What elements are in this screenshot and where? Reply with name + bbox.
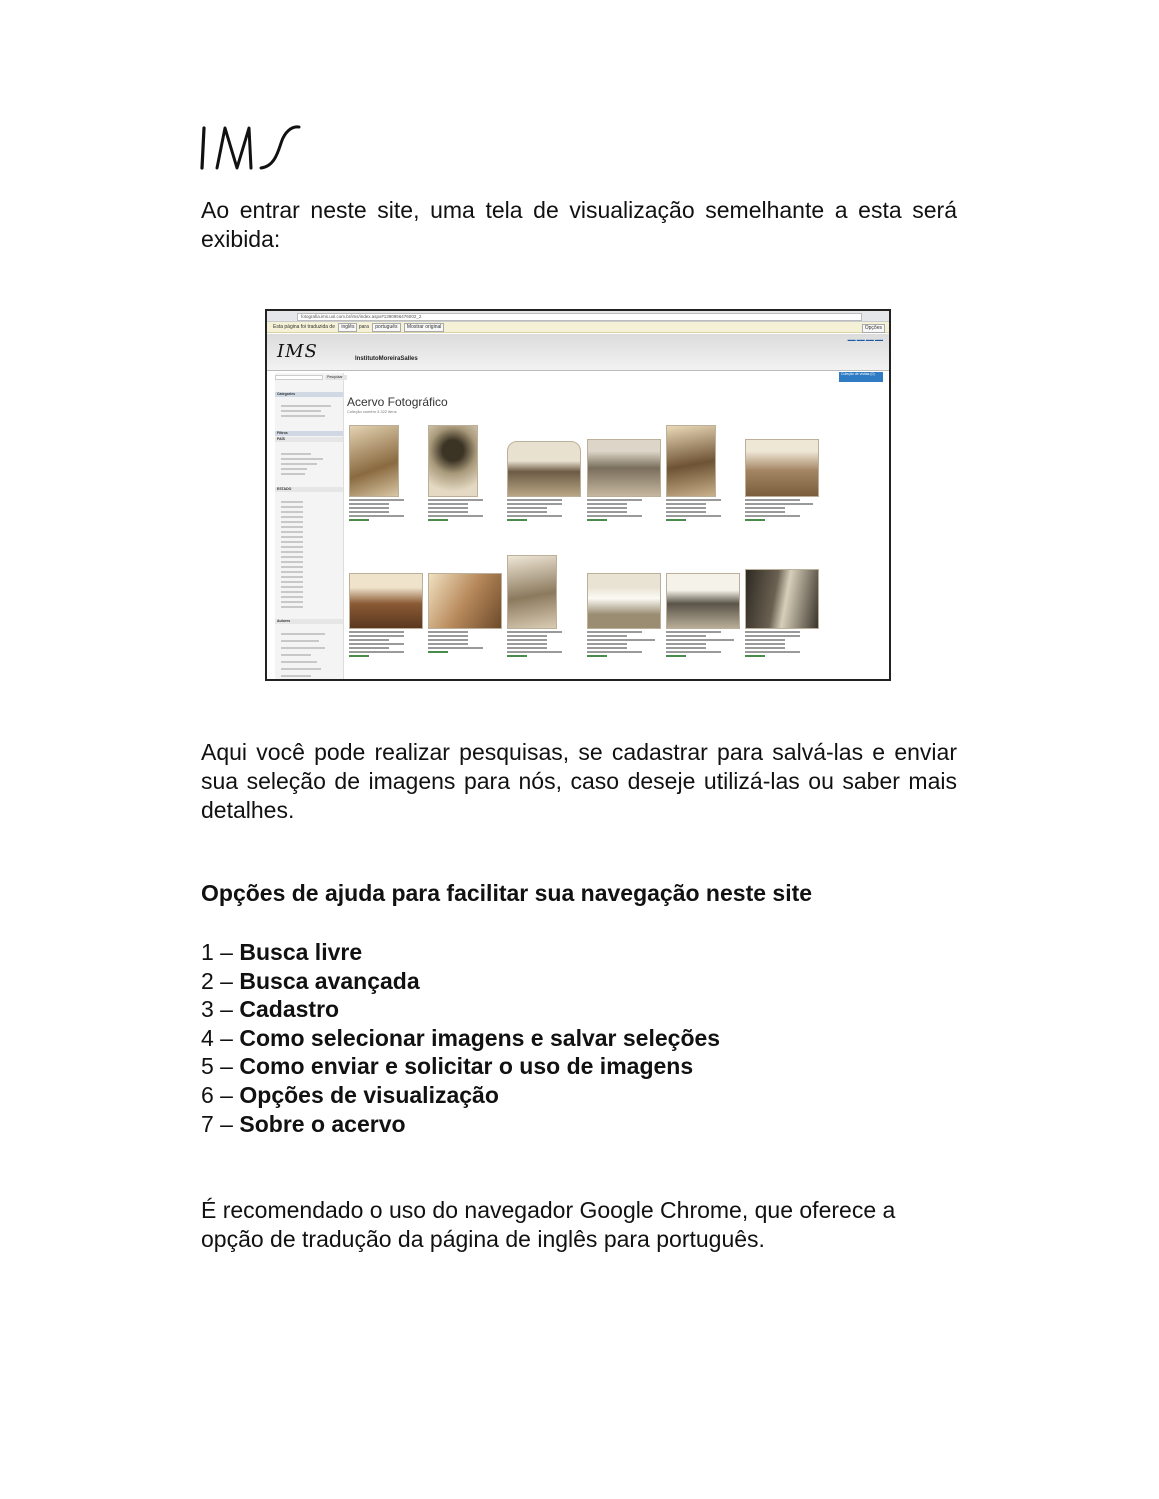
side-line xyxy=(281,601,303,603)
help-item xyxy=(201,1081,720,1110)
collection-title: Acervo Fotográfico xyxy=(347,395,448,409)
help-item-number: 2 – xyxy=(201,967,233,994)
photo-caption xyxy=(349,499,421,523)
side-line xyxy=(281,536,303,538)
photo-caption xyxy=(745,631,817,659)
help-heading: Opções de ajuda para facilitar sua navegação neste site xyxy=(201,880,813,906)
help-item xyxy=(201,938,720,967)
photo-thumbnail xyxy=(666,573,740,629)
side-line xyxy=(281,468,307,470)
side-line xyxy=(281,668,321,670)
side-line xyxy=(281,591,303,593)
site-header xyxy=(267,334,889,371)
photo-thumbnail xyxy=(349,573,423,629)
photo-thumbnail xyxy=(428,573,502,629)
side-line xyxy=(281,661,317,663)
photo-thumbnail xyxy=(507,441,581,497)
side-line xyxy=(281,526,303,528)
photo-caption xyxy=(507,499,579,523)
side-line xyxy=(281,458,323,460)
intro-paragraph: Ao entrar neste site, uma tela de visualização semelhante a esta será exibida: xyxy=(201,197,957,252)
translate-bar xyxy=(267,322,889,333)
side-line xyxy=(281,516,303,518)
side-line xyxy=(281,410,321,412)
side-section-authors: Autores xyxy=(275,619,343,624)
help-item-number: 5 – xyxy=(201,1053,233,1080)
options-button: Opções xyxy=(862,324,885,333)
photo-caption xyxy=(666,499,738,523)
photo-thumbnail xyxy=(587,439,661,497)
photo-thumbnail xyxy=(666,425,716,497)
institute-name: InstitutoMoreiraSalles xyxy=(355,356,418,362)
side-line xyxy=(281,675,311,677)
help-item-label: Opções de visualização xyxy=(239,1081,499,1108)
photo-caption xyxy=(666,631,738,659)
photo-caption xyxy=(507,631,579,659)
side-line xyxy=(281,561,303,563)
help-item-label: Sobre o acervo xyxy=(239,1110,406,1137)
help-item xyxy=(201,1052,720,1081)
collection-count: Coleção contém 3.322 itens xyxy=(347,409,397,414)
side-line xyxy=(281,473,305,475)
side-line xyxy=(281,506,303,508)
side-section-state: ESTADO xyxy=(275,487,343,492)
side-line xyxy=(281,633,325,635)
side-line xyxy=(281,511,303,513)
search-button: Pesquisar xyxy=(325,375,347,380)
side-section-filters: Filtros xyxy=(275,431,343,436)
help-item-number: 7 – xyxy=(201,1110,233,1137)
show-original-button: Mostrar original xyxy=(404,323,444,332)
side-line xyxy=(281,647,325,649)
side-line xyxy=(281,596,303,598)
side-line xyxy=(281,571,303,573)
photo-thumbnail xyxy=(587,573,661,629)
help-item-label: Cadastro xyxy=(239,996,340,1023)
side-line xyxy=(281,556,303,558)
translate-text: Esta página foi traduzida de xyxy=(273,324,335,330)
help-item xyxy=(201,995,720,1024)
ims-logo xyxy=(199,122,303,174)
help-item xyxy=(201,1110,720,1139)
side-line xyxy=(281,576,303,578)
body-paragraph: Aqui você pode realizar pesquisas, se cadastrar para salvá-las e enviar sua seleção de imagens para nós, caso deseje utilizá-las ou saber mais detalhes. xyxy=(201,739,957,823)
side-line xyxy=(281,405,331,407)
side-line xyxy=(281,531,303,533)
help-item xyxy=(201,1024,720,1053)
photo-caption xyxy=(587,499,659,523)
photo-caption xyxy=(428,631,500,655)
photo-thumbnail xyxy=(745,439,819,497)
side-line xyxy=(281,640,319,642)
help-item-number: 1 – xyxy=(201,939,233,965)
lang-to-select: português xyxy=(372,323,400,332)
side-line xyxy=(281,654,311,656)
side-section-categories: Categories xyxy=(275,392,343,397)
side-line xyxy=(281,586,303,588)
help-item-number: 6 – xyxy=(201,1081,233,1108)
address-bar: fotografia.ims.uol.com.br/ims/index.aspx#1390956476002_2 xyxy=(297,313,862,321)
photo-caption xyxy=(349,631,421,659)
help-item-label: Busca avançada xyxy=(239,967,420,994)
photo-caption xyxy=(428,499,500,523)
side-line xyxy=(281,606,303,608)
side-line xyxy=(281,415,325,417)
side-line xyxy=(281,521,303,523)
side-line xyxy=(281,566,303,568)
side-line xyxy=(281,581,303,583)
browser-toolbar xyxy=(267,311,889,322)
photo-caption xyxy=(587,631,659,659)
selection-button: Coleção de visitas (0) xyxy=(839,372,883,382)
photo-caption xyxy=(745,499,817,523)
side-line xyxy=(281,546,303,548)
lang-from-select: inglês xyxy=(338,323,357,332)
help-item-label: Como selecionar imagens e salvar seleções xyxy=(239,1024,721,1051)
photo-thumbnail xyxy=(507,555,557,629)
help-item-number: 3 – xyxy=(201,996,233,1023)
side-line xyxy=(281,463,317,465)
side-line xyxy=(281,501,303,503)
help-item-label: Busca livre xyxy=(239,939,363,965)
translate-sep: para xyxy=(358,324,369,330)
photo-thumbnail xyxy=(745,569,819,629)
browser-recommendation: É recomendado o uso do navegador Google Chrome, que oferece a opção de tradução da página de inglês para português. xyxy=(201,1197,896,1252)
help-list xyxy=(201,938,720,1138)
help-item-number: 4 – xyxy=(201,1024,233,1051)
photo-thumbnail xyxy=(428,425,478,497)
search-box xyxy=(275,375,323,380)
user-links: ▬▬ ▬▬ ▬▬ ▬▬ xyxy=(847,337,883,342)
help-item xyxy=(201,967,720,996)
side-line xyxy=(281,541,303,543)
help-item-label: Como enviar e solicitar o uso de imagens xyxy=(239,1053,694,1080)
side-line xyxy=(281,551,303,553)
site-logo: IMS xyxy=(277,341,318,362)
website-screenshot xyxy=(265,309,891,681)
side-line xyxy=(281,453,311,455)
photo-thumbnail xyxy=(349,425,399,497)
side-section-country: PAÍS xyxy=(275,437,343,442)
